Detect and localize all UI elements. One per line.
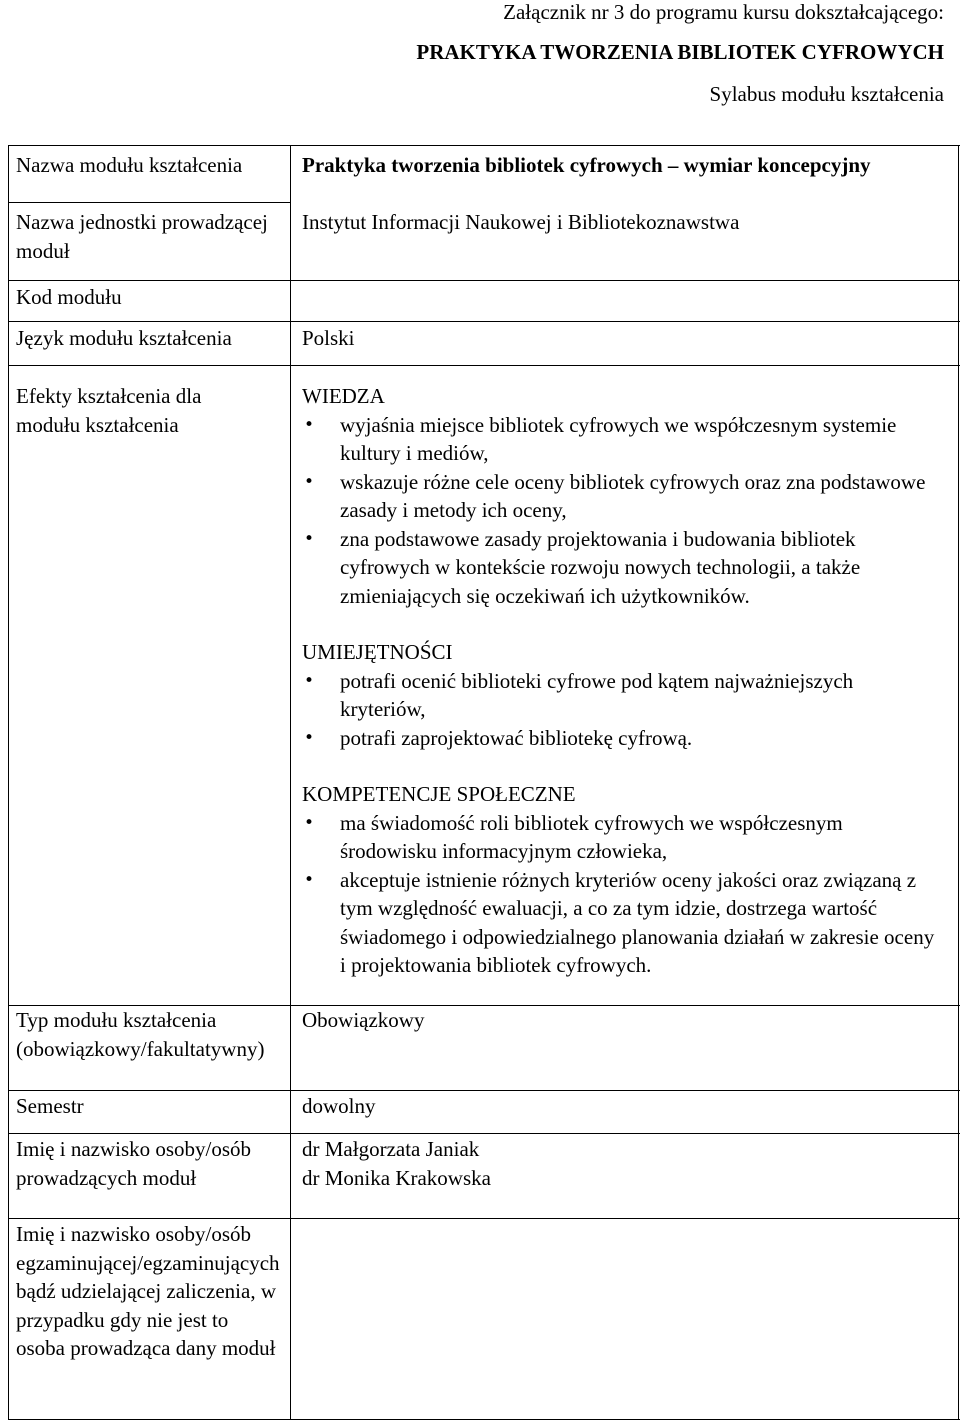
knowledge-list [302,411,942,611]
value-unit: Instytut Informacji Naukowej i Bibliotekoznawstwa [302,210,740,234]
label-module-name: Nazwa modułu kształcenia [16,153,243,177]
value-semester: dowolny [302,1094,376,1118]
social-competences-list [302,809,942,980]
skills-list [302,667,942,753]
list-item: • potrafi ocenić biblioteki cyfrowe pod kątem najważniejszych kryteriów, [302,667,942,724]
value-module-type: Obowiązkowy [302,1008,425,1032]
list-item: • zna podstawowe zasady projektowania i budowania bibliotek cyfrowych w kontekście rozwoju nowych technologii, a także zmieniających się oczekiwań ich użytkowników. [302,525,942,611]
list-item: • akceptuje istnienie różnych kryteriów oceny jakości oraz związaną z tym względność ewaluacji, a co za tym idzie, dostrzega wartość świadomego i odpowiedzialnego planowania działań w zakresie oceny i projektowania bibliotek cyfrowych. [302,866,942,980]
label-language: Język modułu kształcenia [16,326,232,350]
value-instructors [302,1135,942,1192]
section-skills-title: UMIEJĘTNOŚCI [302,640,453,664]
instructor-name: dr Monika Krakowska [302,1165,491,1190]
value-language: Polski [302,326,355,350]
list-item: • ma świadomość roli bibliotek cyfrowych we współczesnym środowisku informacyjnym człowieka, [302,809,942,866]
attachment-note: Załącznik nr 3 do programu kursu dokształcającego: [503,0,944,24]
list-item: • wskazuje różne cele oceny bibliotek cyfrowych oraz zna podstawowe zasady i metody ich oceny, [302,468,942,525]
label-module-code: Kod modułu [16,285,122,309]
list-item: • potrafi zaprojektować bibliotekę cyfrową. [302,724,942,753]
label-module-type: Typ modułu kształcenia (obowiązkowy/fakultatywny) [16,1008,265,1061]
course-title: PRAKTYKA TWORZENIA BIBLIOTEK CYFROWYCH [416,40,944,64]
label-unit: Nazwa jednostki prowadzącej moduł [16,210,268,263]
label-instructors: Imię i nazwisko osoby/osób prowadzących moduł [16,1137,252,1190]
label-learning-outcomes: Efekty kształcenia dla modułu kształcenia [16,384,202,437]
value-module-name: Praktyka tworzenia bibliotek cyfrowych – wymiar koncepcyjny [302,153,871,177]
label-examiners: Imię i nazwisko osoby/osób egzaminującej/egzaminujących bądź udzielającej zaliczenia, w przypadku gdy nie jest to osoba prowadząca dany moduł [16,1222,280,1360]
label-semester: Semestr [16,1094,84,1118]
section-knowledge-title: WIEDZA [302,384,385,408]
list-item: • wyjaśnia miejsce bibliotek cyfrowych we współczesnym systemie kultury i mediów, [302,411,942,468]
instructor-name: dr Małgorzata Janiak [302,1137,480,1161]
learning-outcomes [302,382,942,980]
syllabus-subtitle: Sylabus modułu kształcenia [709,82,944,106]
section-social-competences-title: KOMPETENCJE SPOŁECZNE [302,782,576,806]
